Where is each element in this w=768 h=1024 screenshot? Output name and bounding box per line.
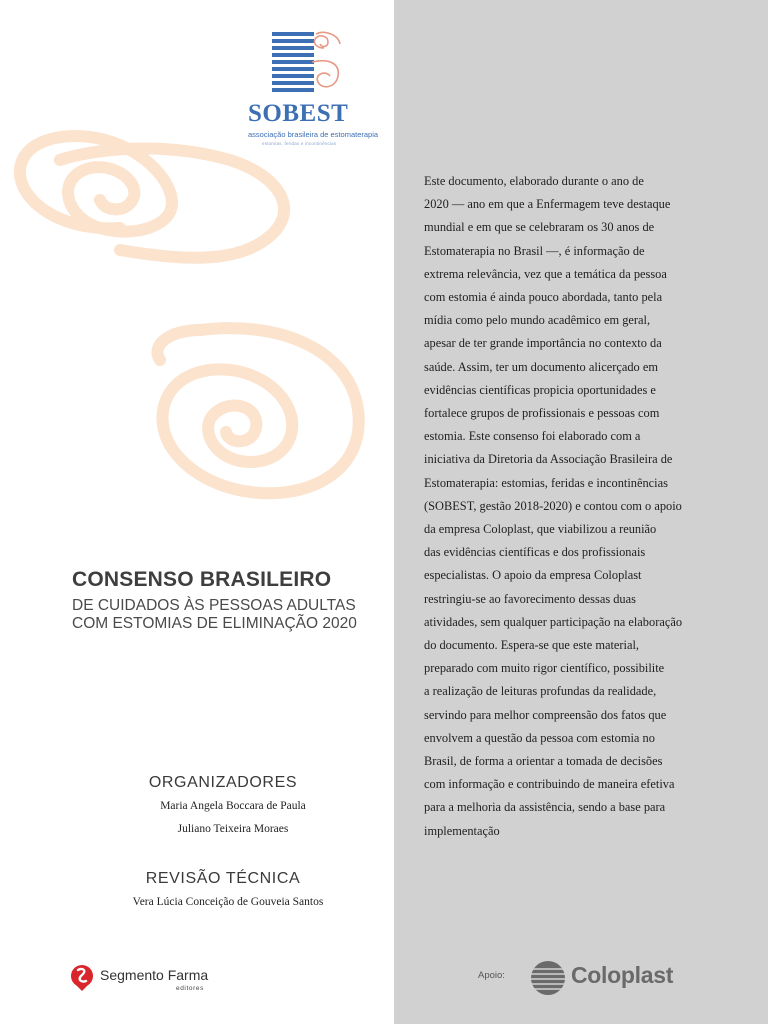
summary-line: iniciativa da Diretoria da Associação Brasileira de: [424, 452, 673, 467]
cover-subtitle-line2: COM ESTOMIAS DE ELIMINAÇÃO 2020: [72, 615, 357, 632]
summary-line: para a melhoria da assistência, sendo a base para: [424, 800, 666, 815]
summary-line: especialistas. O apoio da empresa Coloplast: [424, 568, 642, 583]
sobest-tagline: associação brasileira de estomaterapia: [248, 130, 379, 139]
publisher-name: Segmento Farma: [100, 967, 209, 983]
summary-line: mídia como pelo mundo acadêmico em geral,: [424, 313, 651, 328]
organizer-name: Maria Angela Boccara de Paula: [160, 800, 306, 812]
summary-line: com estomia é ainda pouco abordada, tanto pela: [424, 290, 663, 305]
summary-line: saúde. Assim, ter um documento alicerçado em: [424, 359, 658, 374]
cover-title: CONSENSO BRASILEIRO: [72, 568, 332, 591]
summary-line: a realização de leituras profundas da realidade,: [424, 684, 657, 699]
sponsor-name: Coloplast: [571, 962, 674, 988]
summary-line: do documento. Espera-se que este material,: [424, 638, 640, 653]
publisher-sub: editores: [176, 985, 204, 992]
summary-line: com informação e contribuindo de maneira efetiva: [424, 777, 675, 792]
summary-line: apesar de ter grande importância no contexto da: [424, 336, 662, 351]
summary-line: estomia. Este consenso foi elaborado com a: [424, 429, 641, 444]
summary-line: implementação: [424, 823, 500, 838]
summary-line: envolvem a questão da pessoa com estomia no: [424, 730, 655, 745]
review-heading: REVISÃO TÉCNICA: [145, 870, 301, 887]
sobest-subline: estomias, feridas e incontinências: [262, 141, 337, 146]
summary-line: Estomaterapia no Brasil —, é informação de: [424, 243, 645, 258]
cover-subtitle-line1: DE CUIDADOS ÀS PESSOAS ADULTAS: [72, 597, 356, 614]
sobest-logo-text: SOBEST: [248, 100, 349, 127]
summary-line: mundial e em que se celebraram os 30 anos de: [424, 220, 655, 235]
summary-line: restringiu-se ao favorecimento dessas duas: [424, 591, 636, 606]
summary-line: da empresa Coloplast, que viabilizou a reunião: [424, 522, 657, 537]
summary-line: servindo para melhor compreensão dos fatos que: [424, 707, 667, 722]
organizer-name: Juliano Teixeira Moraes: [177, 823, 289, 835]
summary-line: preparado com muito rigor científico, possibilite: [424, 661, 665, 676]
coloplast-logo-icon: [530, 960, 566, 996]
summary-line: Este documento, elaborado durante o ano de: [424, 174, 644, 188]
summary-line: evidências científicas propicia oportunidades e: [424, 382, 656, 397]
summary-line: atividades, sem qualquer participação na elaboração: [424, 614, 683, 629]
summary-line: fortalece grupos de profissionais e pessoas com: [424, 406, 660, 421]
sponsor-label: Apoio:: [478, 970, 505, 981]
organizers-heading: ORGANIZADORES: [148, 774, 298, 791]
reviewer-name: Vera Lúcia Conceição de Gouveia Santos: [132, 896, 324, 908]
summary-text: [424, 170, 724, 843]
summary-line: das evidências científicas e dos profissionais: [424, 545, 646, 560]
summary-line: 2020 — ano em que a Enfermagem teve destaque: [424, 197, 671, 212]
summary-line: Estomaterapia: estomias, feridas e incontinências: [424, 475, 668, 490]
summary-line: (SOBEST, gestão 2018-2020) e contou com o apoio: [424, 498, 682, 513]
summary-line: Brasil, de forma a orientar a tomada de decisões: [424, 754, 663, 769]
summary-line: extrema relevância, vez que a temática da pessoa: [424, 266, 667, 281]
